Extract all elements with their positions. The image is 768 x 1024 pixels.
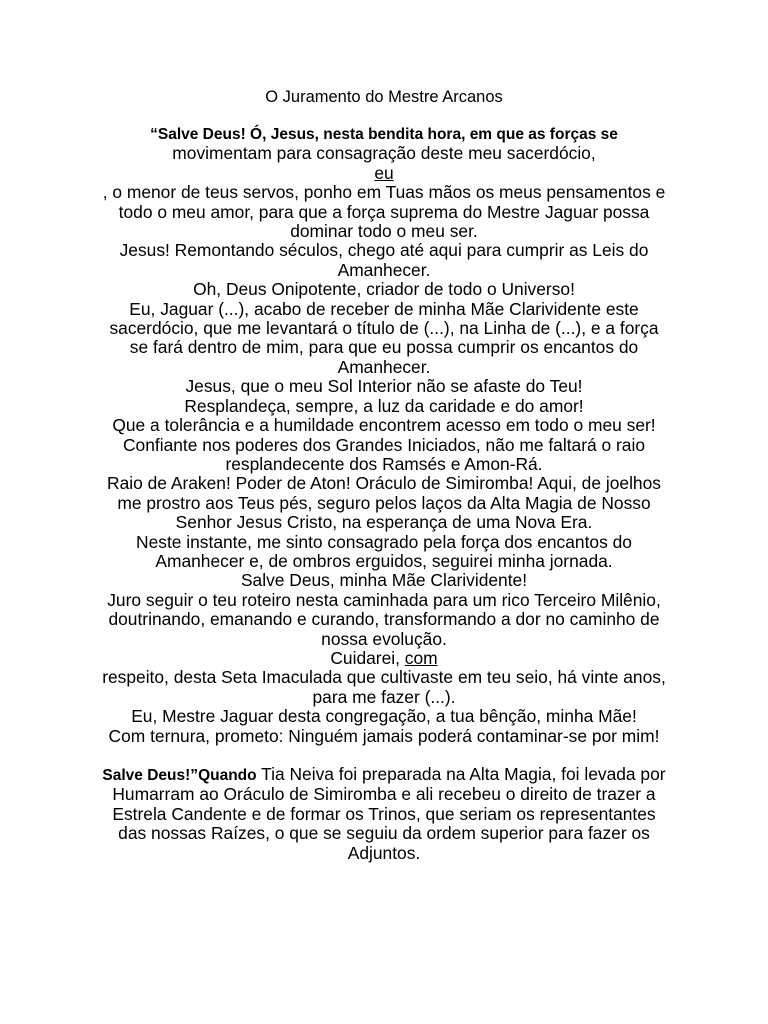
closing-text: Tia Neiva foi preparada na Alta Magia, foi levada por Humarram ao Oráculo de Simiromba e ali recebeu o direito de trazer a Estrela Candente e de formar os Trinos, que seriam os representantes das nossas Raízes, o que se seguiu da ordem superior para fazer os Adjuntos. [112, 764, 666, 863]
closing-bold-quando: Quando [198, 767, 257, 784]
oath-paragraph [100, 649, 668, 668]
oath-paragraph: Oh, Deus Onipotente, criador de todo o Universo! [193, 279, 575, 300]
oath-paragraph: Com ternura, prometo: Ninguém jamais poderá contaminar-se por mim! [108, 725, 660, 746]
document-title: O Juramento do Mestre Arcanos [265, 88, 503, 106]
paragraph-spacer [100, 746, 668, 765]
oath-paragraph: , o menor de teus servos, ponho em Tuas mãos os meus pensamentos e todo o meu amor, para que a força suprema do Mestre Jaguar possa dominar todo o meu ser. [102, 182, 666, 242]
oath-body [100, 124, 668, 863]
oath-paragraph: Confiante nos poderes dos Grandes Iniciados, não me faltará o raio resplandecente dos Ramsés e Amon-Rá. [122, 434, 646, 474]
oath-opening-line [100, 124, 668, 144]
oath-paragraph: respeito, desta Seta Imaculada que cultivaste em teu seio, há vinte anos, para me fazer (...). [102, 667, 666, 707]
oath-paragraph: Eu, Mestre Jaguar desta congregação, a tua bênção, minha Mãe! [131, 706, 637, 727]
closing-bold-salve: Salve Deus!” [102, 767, 199, 784]
oath-paragraph: Que a tolerância e a humildade encontrem acesso em todo o meu ser! [112, 415, 656, 436]
oath-opening-bold: “Salve Deus! Ó, Jesus, nesta bendita hora, em que as forças se [150, 126, 618, 143]
oath-paragraph: movimentam para consagração deste meu sacerdócio, [172, 143, 596, 164]
oath-paragraph [100, 164, 668, 183]
underlined-word-com: com [404, 647, 438, 668]
oath-paragraph: Jesus, que o meu Sol Interior não se afaste do Teu! [185, 376, 583, 397]
oath-paragraph: Raio de Araken! Poder de Aton! Oráculo de Simiromba! Aqui, de joelhos me prostro aos Teus pés, seguro pelos laços da Alta Magia de Nosso Senhor Jesus Cristo, na esperança de uma Nova Era. [107, 473, 661, 533]
oath-paragraph: Jesus! Remontando séculos, chego até aqui para cumprir as Leis do Amanhecer. [119, 240, 649, 280]
oath-paragraph: Salve Deus, minha Mãe Clarividente! [240, 570, 528, 591]
closing-paragraph [100, 765, 668, 863]
oath-paragraph: Juro seguir o teu roteiro nesta caminhada para um rico Terceiro Milênio, doutrinando, emanando e curando, transformando a dor no caminho de nossa evolução. [107, 589, 661, 649]
underlined-word-eu: eu [374, 162, 394, 183]
oath-paragraph: Eu, Jaguar (...), acabo de receber de minha Mãe Clarividente este sacerdócio, que me levantará o título de (...), na Linha de (...), e a força se fará dentro de mim, para que eu possa cumprir os encantos do Amanhecer. [109, 298, 659, 377]
oath-paragraph: Resplandeça, sempre, a luz da caridade e do amor! [184, 395, 584, 416]
oath-paragraph: Neste instante, me sinto consagrado pela força dos encantos do Amanhecer e, de ombros erguidos, seguirei minha jornada. [136, 531, 632, 571]
cuidarei-text: Cuidarei, [330, 647, 400, 668]
